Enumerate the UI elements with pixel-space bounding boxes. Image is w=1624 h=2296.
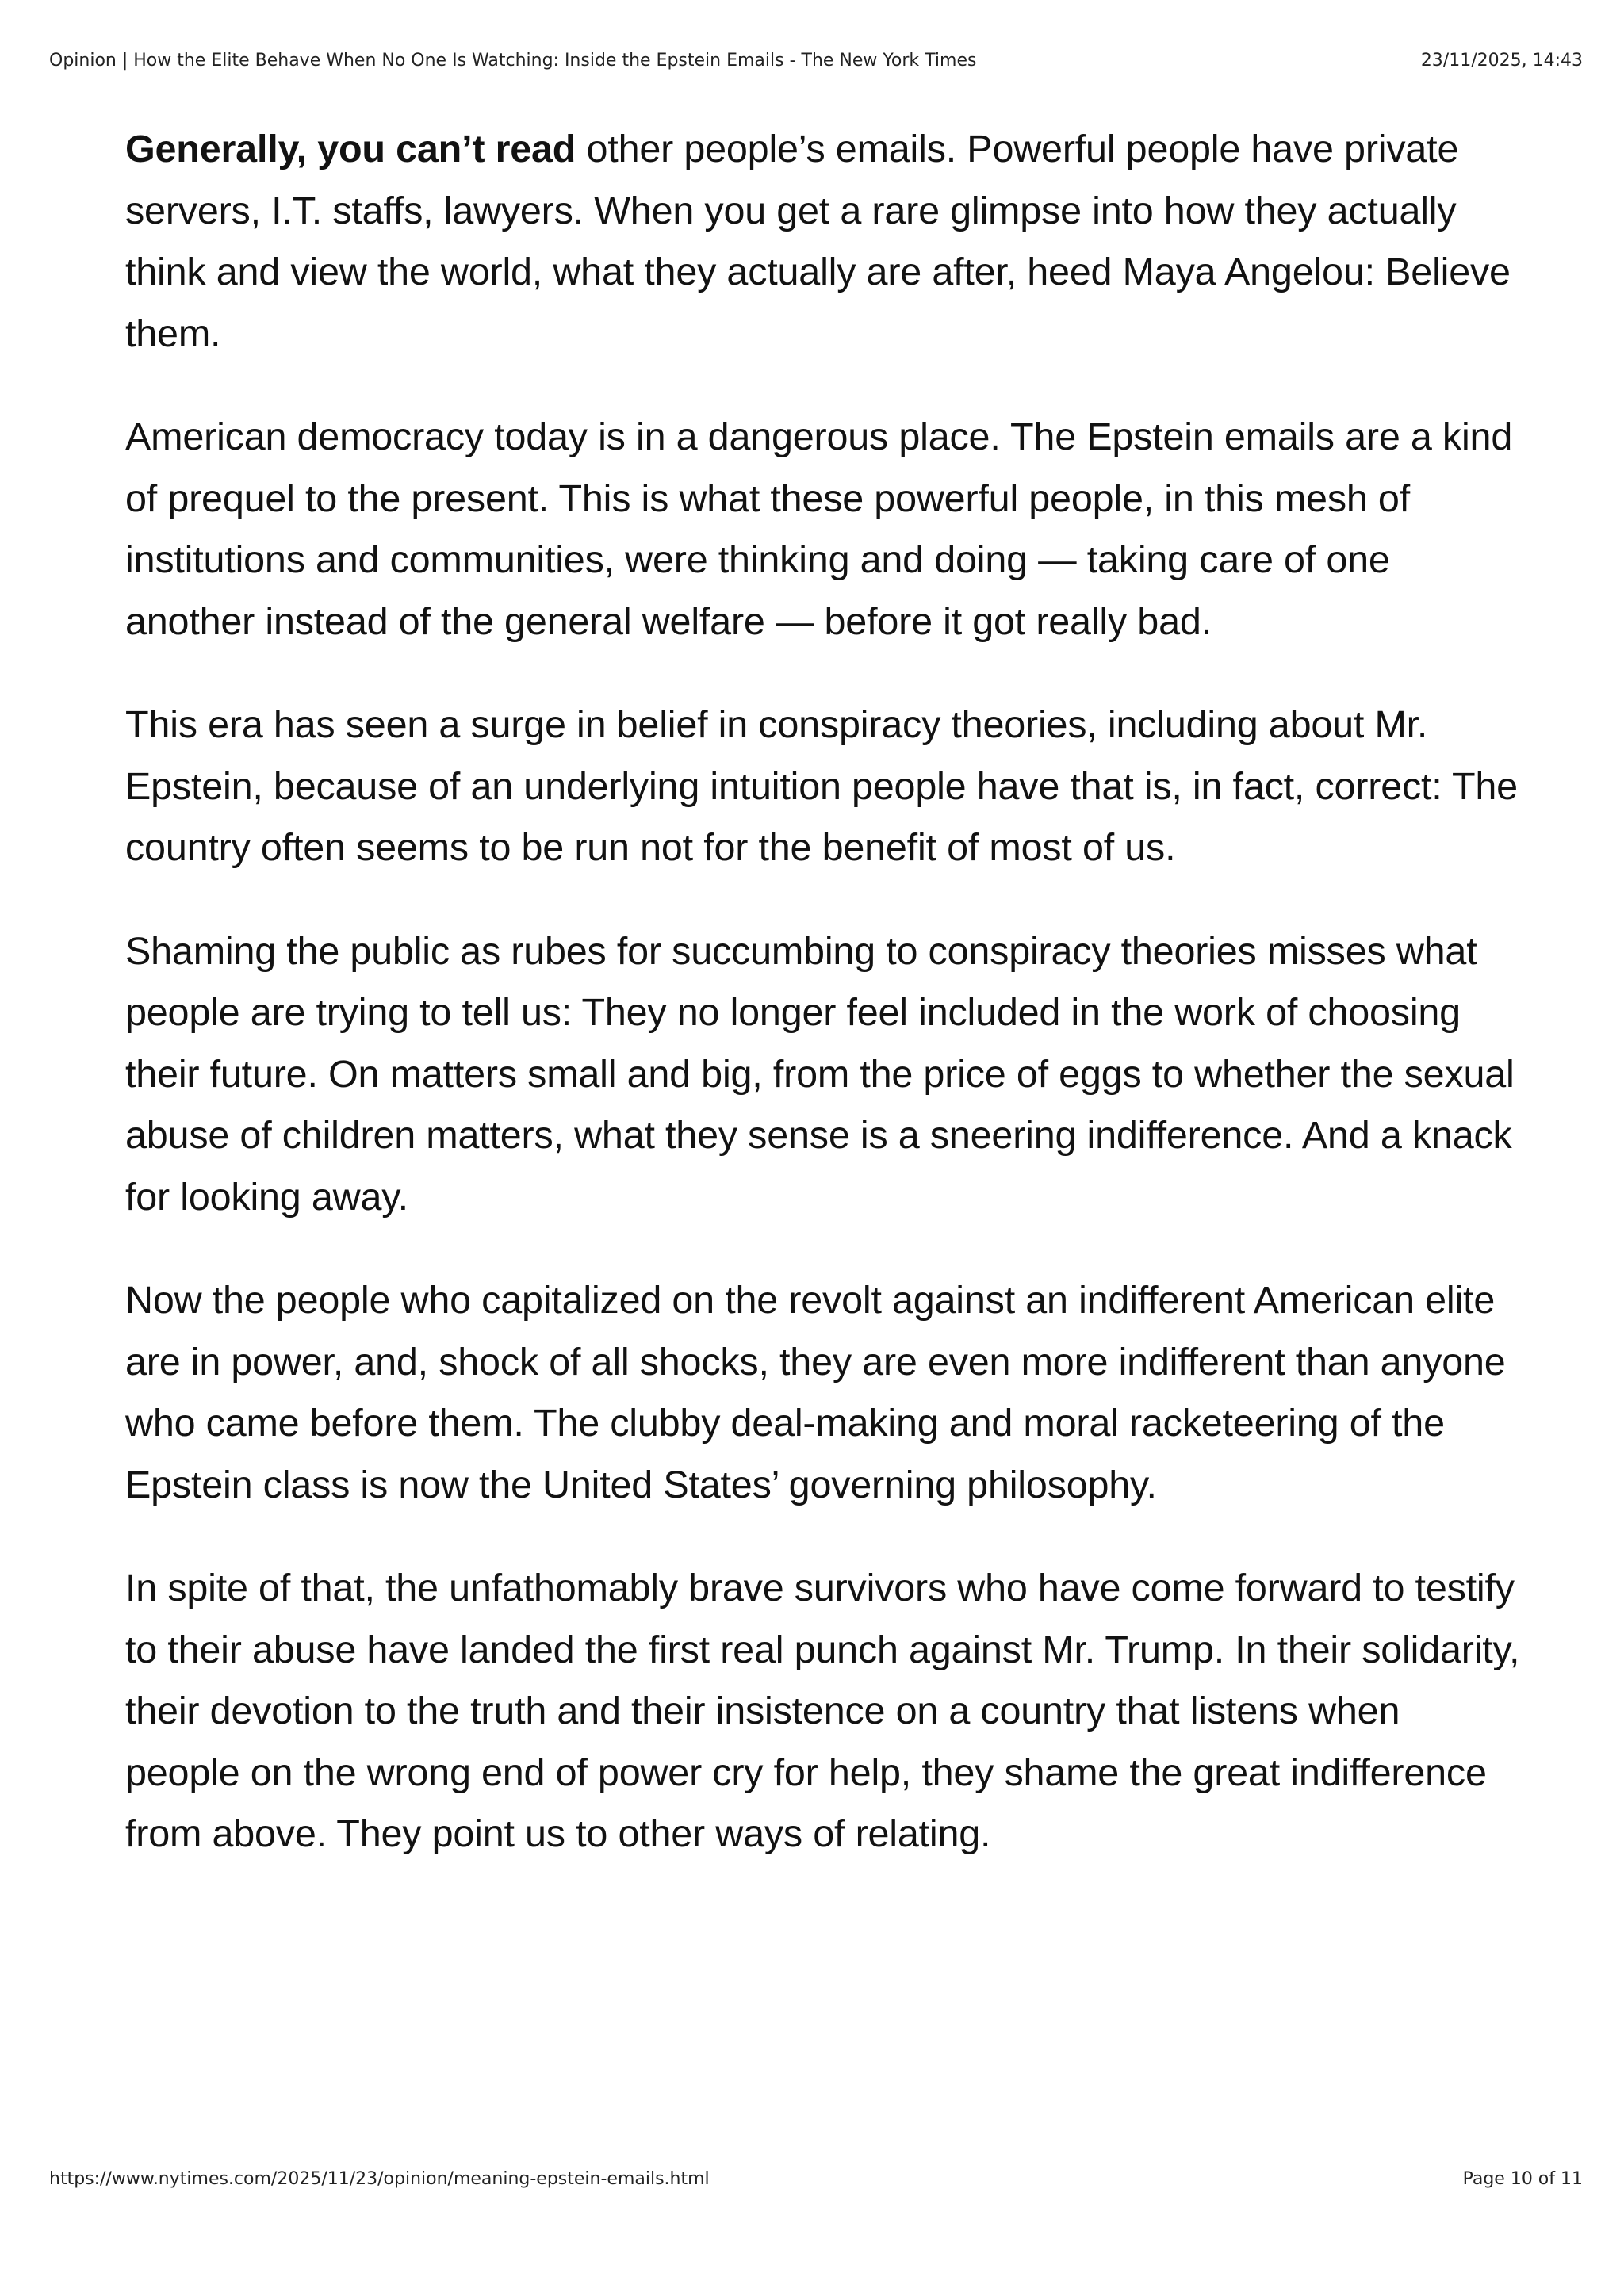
paragraph-lead-in: Generally, you can’t read	[125, 128, 576, 170]
article-paragraph	[125, 119, 1521, 365]
page-number: Page 10 of 11	[1462, 2168, 1583, 2189]
page-title: Opinion | How the Elite Behave When No One Is Watching: Inside the Epstein Emails - The New York Times	[49, 50, 977, 71]
page-url: https://www.nytimes.com/2025/11/23/opinion/meaning-epstein-emails.html	[49, 2168, 710, 2189]
article-paragraph: Shaming the public as rubes for succumbing to conspiracy theories misses what people are trying to tell us: They no longer feel included in the work of choosing their future. On matters small and big, from the price of eggs to whether the sexual abuse of children matters, what they sense is a sneering indifference. And a knack for looking away.	[125, 929, 1515, 1219]
article-body	[125, 119, 1521, 1908]
article-paragraph: Now the people who capitalized on the revolt against an indifferent American elite are in power, and, shock of all shocks, they are even more indifferent than anyone who came before them. The clubby deal-making and moral racketeering of the Epstein class is now the United States’ governing philosophy.	[125, 1279, 1506, 1506]
article-paragraph: This era has seen a surge in belief in conspiracy theories, including about Mr. Epstein, because of an underlying intuition people have that is, in fact, correct: The country often seems to be run not for the benefit of most of us.	[125, 703, 1518, 869]
print-timestamp: 23/11/2025, 14:43	[1420, 50, 1583, 71]
article-paragraph: In spite of that, the unfathomably brave survivors who have come forward to testify to their abuse have landed the first real punch against Mr. Trump. In their solidarity, their devotion to the truth and their insistence on a country that listens when people on the wrong end of power cry for help, they shame the great indifference from above. They point us to other ways of relating.	[125, 1567, 1520, 1855]
paragraph-text: other people’s emails. Powerful people have private servers, I.T. staffs, lawyers. When you get a rare glimpse into how they actually think and view the world, what they actually are after, heed Maya Angelou: Believe them.	[125, 128, 1511, 355]
print-footer	[49, 2166, 1583, 2191]
print-header	[49, 48, 1583, 73]
article-paragraph: American democracy today is in a dangerous place. The Epstein emails are a kind of prequel to the present. This is what these powerful people, in this mesh of institutions and communities, were thinking and doing — taking care of one another instead of the general welfare — before it got really bad.	[125, 415, 1513, 643]
